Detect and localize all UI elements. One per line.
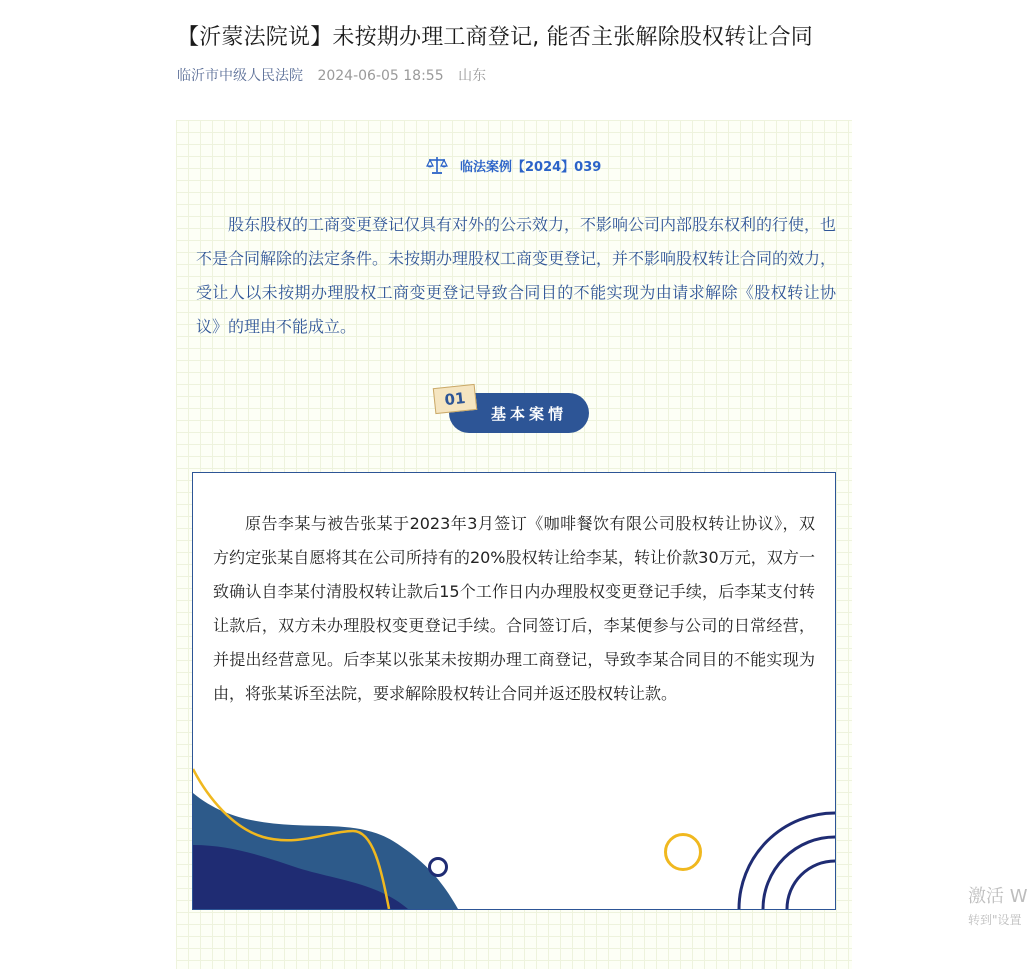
windows-activation-hint: 转到"设置 [968,913,1022,927]
windows-activation-watermark: 激活 W [968,886,1028,907]
section-heading [432,386,592,434]
decorative-waves-illustration [193,473,835,909]
case-facts-box [192,472,836,910]
case-facts-text: 原告李某与被告张某于2023年3月签订《咖啡餐饮有限公司股权转让协议》，双方约定张某自愿将其在公司所持有的20%股权转让给李某，转让价款30万元，双方一致确认自李某付清股权转让款后15个工作日内办理股权变更登记手续，后李某支付转让款后，双方未办理股权变更登记手续。合同签订后，李某便参与公司的日常经营，并提出经营意见。后李某以张某未按期办理工商登记，导致李某合同目的不能实现为由，将张某诉至法院，要求解除股权转让合同并返还股权转让款。 [213,514,815,703]
account-name-link[interactable]: 临沂市中级人民法院 [177,68,303,84]
case-number-tag [426,154,605,176]
publish-location: 山东 [458,68,487,84]
article-title: 【沂蒙法院说】未按期办理工商登记, 能否主张解除股权转让合同 [177,25,813,50]
case-summary: 股东股权的工商变更登记仅具有对外的公示效力，不影响公司内部股东权利的行使，也不是合同解除的法定条件。未按期办理股权工商变更登记，并不影响股权转让合同的效力，受让人以未按期办理股权工商变更登记导致合同目的不能实现为由请求解除《股权转让协议》的理由不能成立。 [196,215,837,336]
publish-time: 2024-06-05 18:55 [317,68,444,84]
article-content [176,120,852,969]
article-meta [177,65,486,85]
section-title: 基本案情 [449,393,589,433]
section-number: 01 [433,384,477,414]
scale-icon [426,155,448,175]
case-number-text: 临法案例【2024】039 [456,156,605,175]
